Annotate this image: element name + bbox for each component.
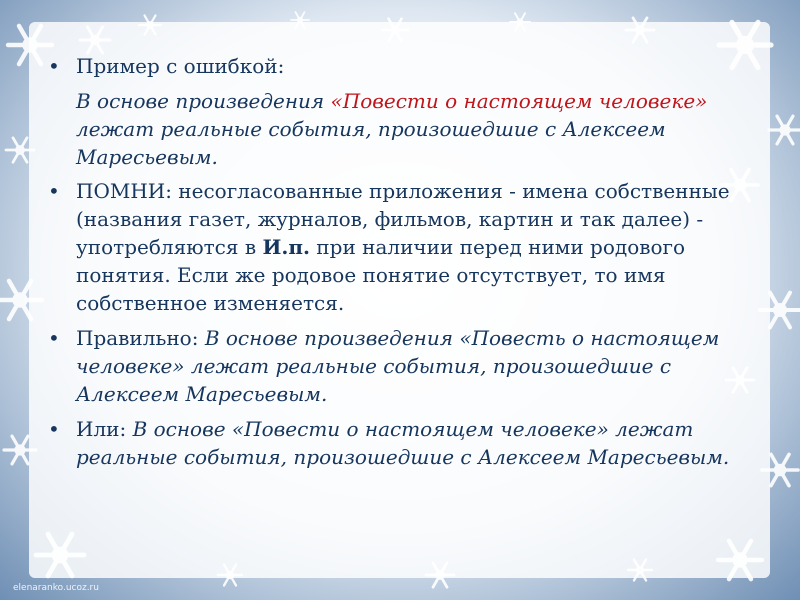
bullet-icon: •	[48, 179, 60, 203]
item-text: Пример с ошибкой:	[76, 54, 285, 78]
rule-text: при наличии перед ними родового понятия. Если же родовое понятие отсутствует, то имя собственное изменяется.	[76, 235, 686, 315]
item-label: Правильно:	[76, 326, 205, 350]
item-italic: В основе произведения «Повесть о настоящем человеке» лежат реальные события, произошедшие с Алексеем Маресьевым.	[76, 326, 720, 406]
rule-bold: И.п.	[262, 235, 310, 259]
bullet-icon: •	[48, 417, 60, 441]
list-item	[46, 415, 736, 471]
bullet-icon: •	[48, 326, 60, 350]
item-italic: В основе «Повести о настоящем человеке» лежат реальные события, произошедшие с Алексеем Маресьевым.	[76, 417, 730, 469]
watermark: elenaranko.ucoz.ru	[13, 583, 99, 593]
example-title: «Повести о настоящем человеке»	[330, 89, 708, 113]
list-item	[46, 324, 736, 408]
slide-content	[46, 52, 736, 478]
list-item	[46, 177, 736, 317]
example-text: лежат реальные события, произошедшие с Алексеем Маресьевым.	[76, 117, 666, 169]
bullet-icon: •	[48, 54, 60, 78]
item-label: Или:	[76, 417, 133, 441]
rule-text: ПОМНИ: несогласованные приложения - имена собственные (названия газет, журналов, фильмов, картин и так далее) - употребляются в	[76, 179, 730, 259]
list-item	[46, 52, 736, 80]
example-text: В основе произведения	[76, 89, 331, 113]
list-item	[46, 87, 736, 171]
